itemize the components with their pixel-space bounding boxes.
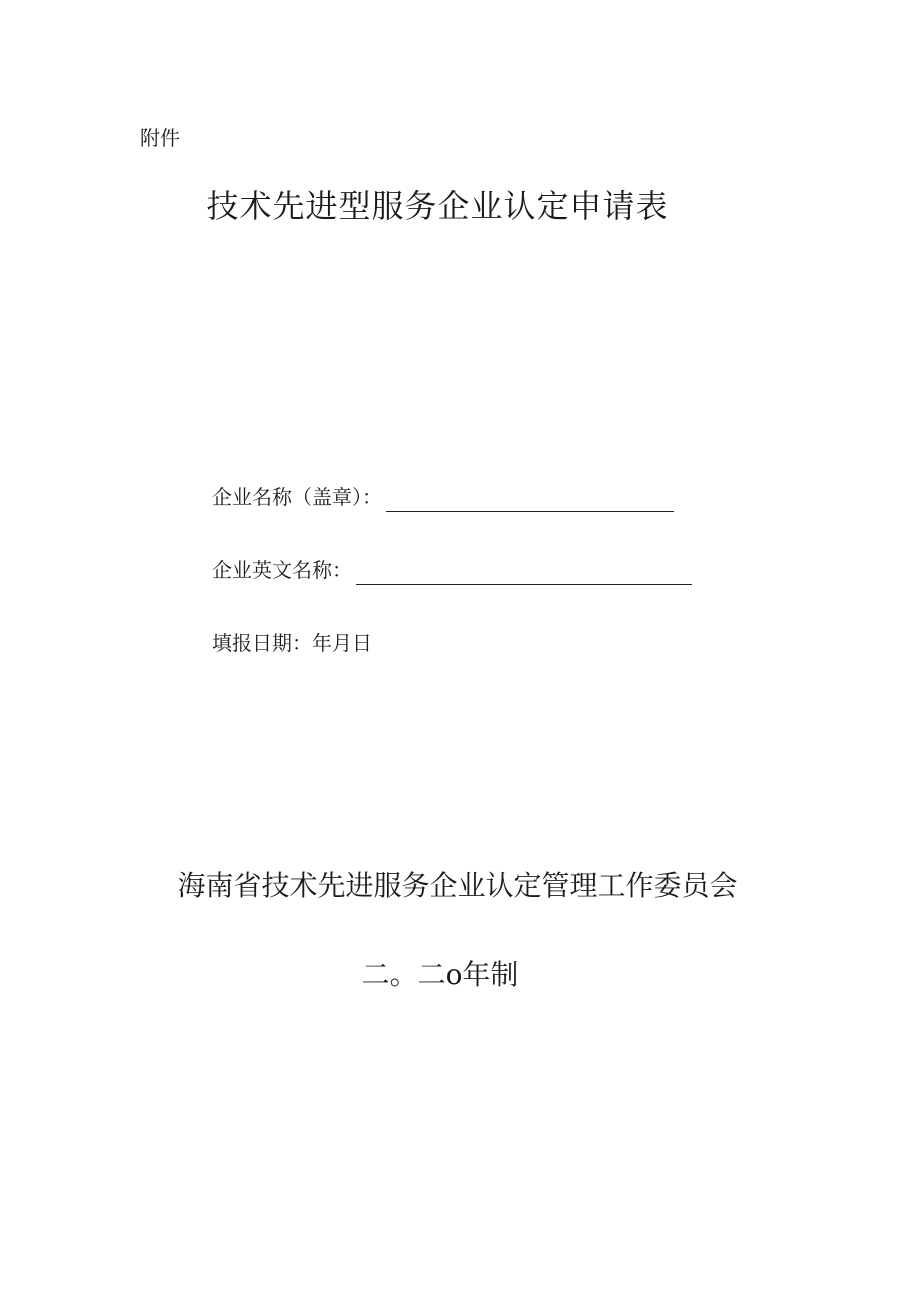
issuer-name: 海南省技术先进服务企业认定管理工作委员会 [177,869,738,902]
fill-date-field [212,628,372,658]
company-english-name-blank [356,560,692,585]
fill-date-label: 填报日期：年月日 [212,631,372,655]
year-made: 二。二o年制 [361,958,519,991]
company-english-name-field [212,555,692,585]
company-english-name-label: 企业英文名称： [212,558,352,582]
attachment-label: 附件 [140,126,180,150]
company-name-label: 企业名称（盖章）： [212,485,382,509]
document-title: 技术先进型服务企业认定申请表 [206,187,669,225]
company-name-blank [386,487,674,512]
company-name-field [212,482,674,512]
